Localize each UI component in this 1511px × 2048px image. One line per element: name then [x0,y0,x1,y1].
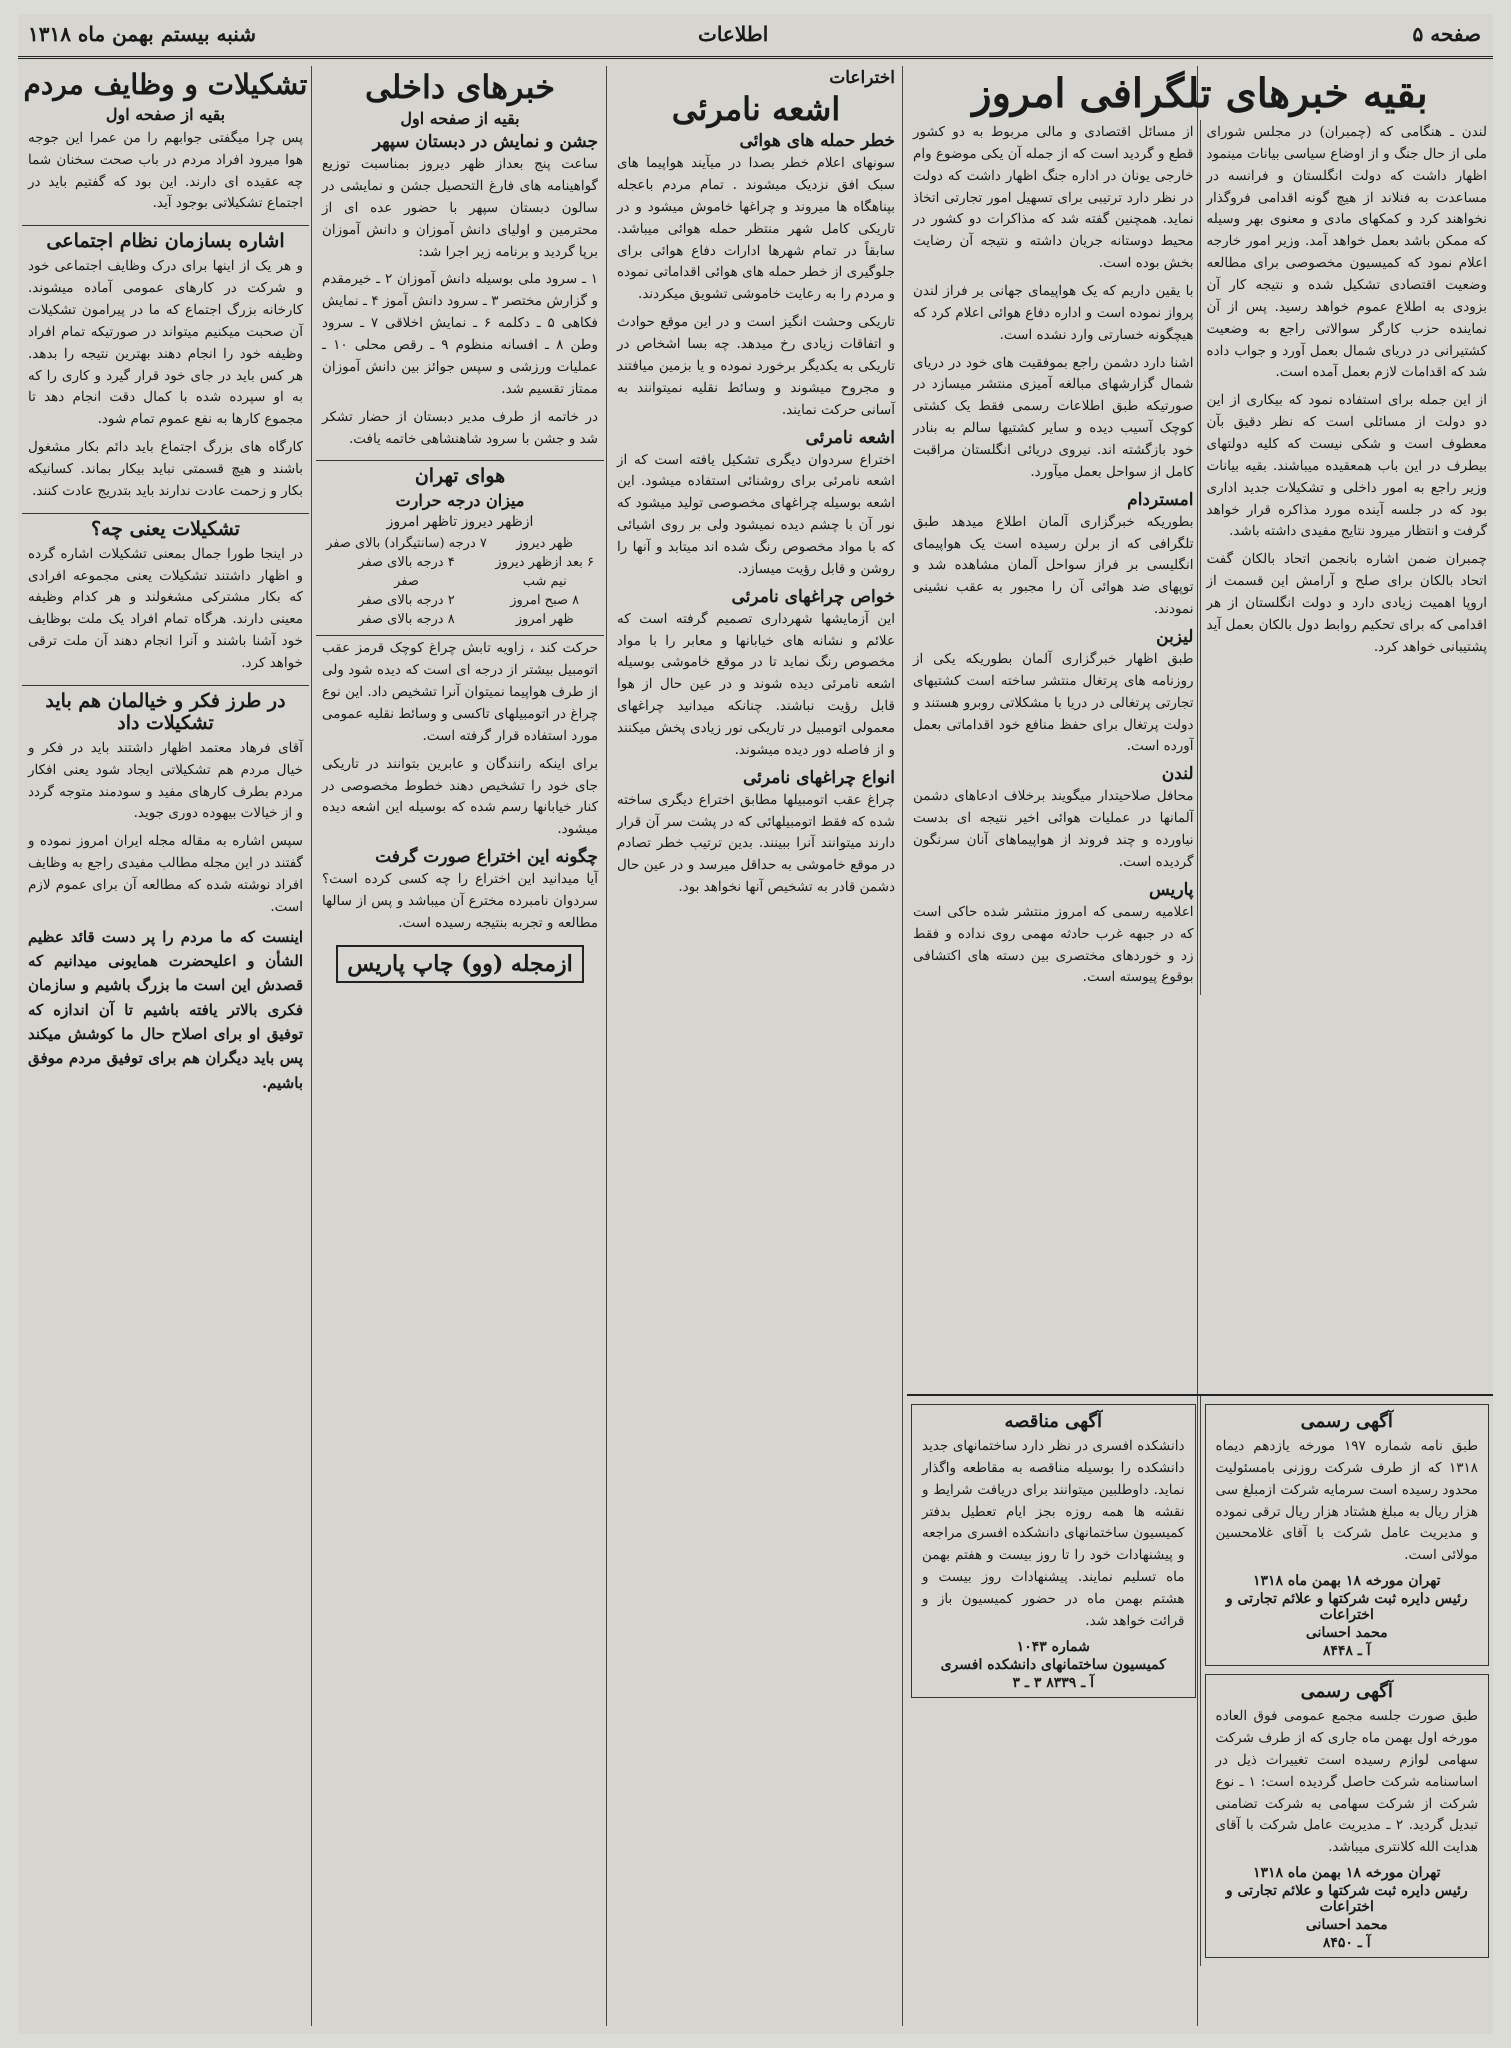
article-paragraph: تاریکی وحشت انگیز است و در این موقع حوادث و اتفاقات زیادی رخ میدهد. چه بسا اشخاص در تاریکی به یکدیگر برخورد نموده و یا بزمین میافتند و مجروح میشوند و وسائط نقلیه نمیتوانند به آسانی حرکت نمایند. [617,314,895,418]
tender-number: شماره ۱۰۴۳ [1016,1638,1090,1655]
notice-place: تهران مورخه ۱۸ بهمن ماه ۱۳۱۸ [1252,1865,1441,1882]
article-paragraph: محافل صلاحیتدار میگویند برخلاف ادعاهای دشمن آلمانها در عملیات هوائی اخیر نتیجه ای بدست نیاورده و چند فروند از هواپیماهای آنان سرنگون گردیده است. [913,788,1194,870]
temp-value: ۲ درجه بالای صفر [358,593,455,609]
article-paragraph: از مسائل اقتصادی و مالی مربوط به دو کشور قطع و گردید است که از جمله آن یکی موضوع وام خارجی یونان در اداره جنگ اظهار داشت که دولت در نظر دارد ترتیبی برای تسهیل امور تجارتی اتخاذ نماید. همچنین گفته شد که مذاکرات دو کشور در محیط دوستانه جریان داشته و نتیجه آن رضایت بخش بوده است. [913,124,1194,272]
official-notices [1201,1396,1494,1966]
column-rule [311,66,312,2026]
dateline: لیزبن [1156,627,1194,648]
page-header [18,14,1493,59]
temp-label: ۸ صبح امروز [510,593,580,609]
telegraph-news-section [907,66,1493,1376]
dateline: پاریس [1148,879,1194,900]
article-paragraph: اختراع سردوان دیگری تشکیل یافته است که از اشعه نامرئی برای روشنائی استفاده میشود. این اشعه بوسیله چراغهای مخصوصی تولید میشود که نور آن با چشم دیده نمیشود ولی بر روی اشیائی که با مواد مخصوص رنگ شده اند میتابد و آنها را روشن و قابل رؤیت میسازد. [617,451,895,577]
column-rule [606,66,607,2026]
article-paragraph: برای اینکه رانندگان و عابرین بتوانند در تاریکی جای خود را تشخیص دهند خطوط مخصوصی در کنار خیابانها رسم شده که بوسیله این اشعه دیده میشود. [322,755,598,838]
dateline: لندن [1161,764,1194,785]
article-paragraph: اشنا دارد دشمن راجع بموفقیت های خود در دریای شمال گزارشهای مبالغه آمیزی منتشر میسازد در صورتیکه طبق اطلاعات رسمی فقط یک کشتی کوچک آسیب دیده و سایر کشتیها سالم به بنادر خود بازگشته اند. نیروی دریائی انگلستان مراقبت کامل از سواحل بعمل میآورد. [913,354,1194,480]
notice-signature-role: رئیس دایره ثبت شرکتها و علائم تجارتی و اختراعات [1225,1591,1468,1624]
article-paragraph: پس چرا میگفتی جوابهم را من عمرا این جوجه هوا میرود افراد مردم در باب صحت سخنان شما چه عقیده ای دارند. این بود که گفتیم باید در اجتماع تشکیلاتی بوجود آید. [28,129,303,212]
article-paragraph: با یقین داریم که یک هواپیمای جهانی بر فراز لندن پرواز نموده است و اداره دفاع هوائی اعلام کرد که هیچگونه خسارتی وارد نشده است. [913,283,1194,343]
tender-reference: آ ـ ۸۳۳۹ ۳ ـ ۳ [1012,1674,1095,1691]
temp-value: ۸ درجه بالای صفر [358,612,455,628]
table-row [322,534,598,553]
notice-number: آ ـ ۸۴۴۸ [1322,1643,1371,1660]
subheading: تشکیلات یعنی چه؟ [22,513,309,540]
temp-value: ۴ درجه بالای صفر [358,555,455,571]
article-paragraph: ۱ ـ سرود ملی بوسیله دانش آموزان ۲ ـ خیرمقدم و گزارش مختصر ۳ ـ سرود دانش آموز ۴ ـ نمایش فکاهی ۵ ـ دکلمه ۶ ـ نمایش اخلاقی ۷ ـ سرود وطن ۸ ـ افسانه منظوم ۹ ـ رقص محلی ۱۰ ـ عملیات ورزشی و سپس جوائز بین دانش آموزان ممتاز تقسیم شد. [322,271,598,397]
temp-label: ظهر امروز [515,612,574,628]
temperature-heading: میزان درجه حرارت [395,491,525,511]
column-rule [902,66,903,2026]
official-notice [1205,1404,1490,1666]
subheading: چگونه این اختراع صورت گرفت [375,847,598,868]
subheading: در طرز فکر و خیالمان هم باید تشکیلات داد [22,685,309,734]
notice-signature-role: رئیس دایره ثبت شرکتها و علائم تجارتی و اختراعات [1225,1883,1468,1916]
article-paragraph: سپس اشاره به مقاله مجله ایران امروز نموده و گفتند در این مجله مطالب مفیدی راجع به وظایف افراد نوشته شده که مطالعه آن برای عموم لازم است. [28,833,303,915]
temp-value: ۷ درجه (سانتیگراد) بالای صفر [326,536,487,552]
article-paragraph: حرکت کند ، زاویه تابش چراغ کوچک قرمز عقب اتومبیل بیشتر از درجه ای است که دیده شود ولی از طرف هواپیما نمیتوان آنرا تشخیص داد. این نوع چراغ در اتومبیلهای تاکسی و وسائط نقلیه عمومی مورد استفاده قرار گرفته است. [322,640,598,744]
subheading: انواع چراغهای نامرئی [742,767,895,788]
temperature-period: ازظهر دیروز تاظهر امروز [386,514,534,531]
notice-signature: محمد احسانی [1305,1625,1388,1642]
article-paragraph: در اینجا طورا جمال بمعنی تشکیلات اشاره گرده و اظهار داشتند تشکیلات یعنی مجموعه افرادی که بکار مشترکی مشغولند و هر کدام وظیفه معینی دارند. هرگاه تمام افراد یک ملت بوظایف خود آشنا باشند و آنرا انجام دهند آن ملت ترقی خواهد کرد. [28,545,303,671]
article-paragraph: و هر یک از اینها برای درک وظایف اجتماعی خود و شرکت در کارهای عمومی آماده میشوند. کارخانه بزرگ اجتماع که ما در پیرامون تشکیلات آن صحبت میکنیم میتواند در صورتیکه تمام افراد وظیفه خود را انجام دهند بهترین نتیجه را بدهد. هر کس باید در جای خود قرار گیرد و کاری را که به او سپرده شده با کمال دقت انجام دهد تا مجموع کارها به نفع عموم تمام شود. [28,258,303,428]
temp-label: نیم شب [522,574,567,590]
temp-label: ظهر دیروز [516,536,574,552]
subheading: خواص چراغهای نامرئی [731,586,895,607]
tender-notice [907,1396,1201,1966]
quote-text: اینست که ما مردم را پر دست قائد عظیم الشأن و اعلیحضرت همایونی میدانیم که قصدش این است ما بزرگ باشیم و سازمان فکری بالاتر یافته باشیم تا آن اندازه که توفیق او برای اصلاح حال ما کوشش میکند پس باید دیگران هم برای توفیق مردم موفق باشیم. [28,927,303,1092]
article-paragraph: اعلامیه رسمی که امروز منتشر شده حاکی است که در جبهه غرب حادثه مهمی روی نداده و فقط زد و خوردهای مختصری بین دسته های اکتشافی بوقوع پیوسته است. [913,903,1194,986]
article-paragraph: چمبران ضمن اشاره بانجمن اتحاد بالکان گفت اتحاد بالکان برای صلح و آرامش این قسمت از اروپا اهمیت زیادی دارد و دولت انگلستان از هر اقدامی که برای تحکیم روابط دول بالکان بعمل آید پشتیبانی خواهد کرد. [1206,551,1487,655]
table-row [322,591,598,610]
subheading: جشن و نمایش در دبستان سپهر [372,132,598,153]
section-kicker: اختراعات [829,68,895,88]
table-row [322,572,598,591]
article-paragraph: طبق اظهار خبرگزاری آلمان بطوریکه یکی از روزنامه های پرتغال منتشر ساخته است کشتیهای تجارتی پرتغالی در دریا با مشکلاتی روبرو هستند و دولت پرتغال برای حفظ منافع خود اقداماتی بعمل آورده است. [913,651,1194,755]
article-paragraph: از این جمله برای استفاده نمود که بیکاری از این دو دولت از مسائلی است که نظر دقیق بآن معطوف است و شکی نیست که کلیه دولتهای بیطرف در این باب همعقیده میباشند. بقیه بیانات وزیر راجع به امور داخلی و تشکیلات جدید اداری بود که در جلسه آینده مورد مذاکره قرار خواهد گرفت و انتظار میرود نتایج مفیدی داشته باشد. [1206,392,1487,540]
article-paragraph: آیا میدانید این اختراع را چه کسی کرده است؟ سردوان نامبرده مخترع آن میباشد و پس از سالها مطالعه و تجربه بنتیجه رسیده است. [322,871,598,931]
article-paragraph: ساعت پنج بعداز ظهر دیروز بمناسبت توزیع گواهینامه های فارغ التحصیل جشن و نمایشی در سالون دبستان سپهر با حضور عده ای از محترمین و اولیای دانش آموزان و دانش آموزان برپا گردید و برنامه زیر اجرا شد: [322,156,598,260]
tender-text: دانشکده افسری در نظر دارد ساختمانهای جدید دانشکده را بوسیله مناقصه به مقاطعه واگذار نماید. داوطلبین میتوانند برای دریافت شرایط و نقشه ها همه روزه بجز ایام تعطیل بدفتر کمیسیون ساختمانهای دانشکده افسری مراجعه و پیشنهادات خود را تا روز بیست و هفتم بهمن ماه تسلیم نمایند. پیشنهادات روز بیست و هشتم بهمن ماه در حضور کمیسیون باز و قرائت خواهد شد. [922,1438,1185,1629]
notice-title: آگهی رسمی [1300,1411,1393,1432]
official-notice [1205,1674,1490,1958]
section-title: خبرهای داخلی [364,68,556,106]
continued-note: بقیه از صفحه اول [400,109,520,129]
telegraph-col-right [1201,120,1494,995]
table-row [322,553,598,572]
issue-date: شنبه بیستم بهمن ماه ۱۳۱۸ [28,22,257,46]
closing-quote [22,925,309,1095]
notice-text: طبق نامه شماره ۱۹۷ مورخه یازدهم دیماه ۱۳۱۸ که از طرف شرکت روزنی بامسئولیت محدود رسیده است سرمایه شرکت ازمبلغ سی هزار ریال به مبلغ هشتاد هزار ریال ترقی نموده و مدیریت عامل شرکت با آقای غلامحسین مولائی است. [1215,1438,1478,1564]
page-number: صفحه ۵ [1412,22,1481,46]
subheading: خطر حمله های هوائی [739,131,895,152]
dateline: امستردام [1127,489,1194,510]
article-paragraph: این آزمایشها شهرداری تصمیم گرفته است که علائم و نشانه های خیابانها و معابر را با مواد مخصوص رنگ نماید تا در موقع خاموشی بوسیله اشعه نامرئی دیده شوند و در عین حال از هوا قابل رؤیت نباشند. چنانکه میدانید چراغهای معمولی اتومبیل در تاریکی نور زیادی پخش میکنند و از فاصله دور دیده میشوند. [617,610,895,758]
notice-number: آ ـ ۸۴۵۰ [1322,1935,1371,1952]
inventions-column [611,66,901,2026]
notice-text: طبق صورت جلسه مجمع عمومی فوق العاده مورخه اول بهمن ماه جاری که از طرف شرکت سهامی لوازم رسیده است تغییرات ذیل در اساسنامه شرکت حاصل گردیده است: ۱ ـ نوع شرکت از شرکت سهامی به شرکت تضامنی تبدیل گردید. ۲ ـ مدیریت عامل شرکت با آقای هدایت الله کلانتری میباشد. [1215,1708,1479,1856]
article-paragraph: چراغ عقب اتومبیلها مطابق اختراع دیگری ساخته شده که فقط اتومبیلهائی که در پشت سر آن قرار دارند میتوانند آنرا ببینند. بدین ترتیب خطر تصادم در موقع خاموشی به حداقل میرسد و در عین حال دشمن قادر به تشخیص آنها نخواهد بود. [617,791,895,896]
temperature-table [322,534,598,629]
domestic-news-column [316,66,604,2026]
article-title: اشعه نامرئی [671,90,841,128]
subheading: اشعه نامرئی [805,427,895,448]
tender-signature: کمیسیون ساختمانهای دانشکده افسری [940,1656,1166,1673]
tender-box [911,1404,1196,1698]
article-paragraph: کارگاه های بزرگ اجتماع باید دائم بکار مشغول باشند و هیچ قسمتی نباید بیکار بماند. کسانیکه بکار و زحمت عادت ندارند باید بتدریج عادت کنند. [28,439,303,499]
weather-heading: هوای تهران [316,460,604,487]
article-paragraph: آقای فرهاد معتمد اظهار داشتند باید در فکر و خیال مردم هم تشکیلاتی ایجاد شود یعنی افکار مردم بطرف کارهای مفید و سودمند متوجه گردد و از خیالات بیهوده دوری جوید. [28,739,303,822]
magazine-source: ازمجله (وو) چاپ پاریس [336,945,584,983]
section-title: تشکیلات و وظایف مردم [23,68,308,101]
article-paragraph: بطوریکه خبرگزاری آلمان اطلاع میدهد طبق تلگرافی که از برلن رسیده است یک هواپیمای انگلیسی بر فراز سواحل آلمان مشاهده شد و توپهای ضد هوائی آن را مجبور به عقب نشینی نمودند. [913,513,1194,618]
temp-label: ۶ بعد ازظهر دیروز [495,555,595,571]
temp-value: صفر [394,574,419,590]
table-row [322,610,598,629]
article-paragraph: در خاتمه از طرف مدیر دبستان از حضار تشکر شد و جشن با سرود شاهنشاهی خاتمه یافت. [322,408,598,447]
continued-note: بقیه از صفحه اول [105,104,226,124]
newspaper-page [18,14,1493,2034]
notice-place: تهران مورخه ۱۸ بهمن ماه ۱۳۱۸ [1252,1573,1441,1590]
subheading: اشاره بسازمان نظام اجتماعی [22,225,309,252]
notice-title: آگهی رسمی [1300,1681,1393,1703]
article-paragraph: لندن ـ هنگامی که (چمبران) در مجلس شورای ملی از حال جنگ و از اوضاع سیاسی بیانات مینمود اظهار داشت که دولت انگلستان و فرانسه در مساعدت به فنلاند از هیچ گونه اقدامی فروگذار نخواهند کرد و کمکهای مادی و معنوی بهر وسیله که ممکن باشد بعمل خواهد آمد. وزیر امور خارجه اعلام نمود که کمیسیون مخصوصی برای مطالعه وضعیت اقتصادی تشکیل شده و نتیجه کار آن بزودی به اطلاع عموم خواهد رسید. پس از آن نماینده حزب کارگر سوالاتی راجع به وضعیت کشتیرانی در دریای شمال بعمل آورد و جواب داده شد که اقدامات لازم بعمل آمده است. [1206,124,1487,381]
paper-name: اطلاعات [698,22,769,46]
article-paragraph: سونهای اعلام خطر بصدا در میآیند هواپیما های سبک افق نزدیک میشوند . تمام مردم باعجله بپناهگاه ها میروند و چراغها خاموش میشود و در تاریکی کامل شهر منتظر حمله هوائی میباشد. سابقاً در تمام شهرها ادارات دفاع هوائی برای جلوگیری از خطر حمله های هوائی اقداماتی نموده و مردم را به رعایت خاموشی تشویق میکردند. [617,155,895,303]
section-title: بقیه خبرهای تلگرافی امروز [972,70,1428,117]
telegraph-col-left [907,120,1201,995]
society-column [22,66,309,2026]
ads-section [907,1394,1493,2026]
tender-title: آگهی مناقصه [1004,1411,1103,1432]
notice-signature: محمد احسانی [1305,1917,1388,1934]
